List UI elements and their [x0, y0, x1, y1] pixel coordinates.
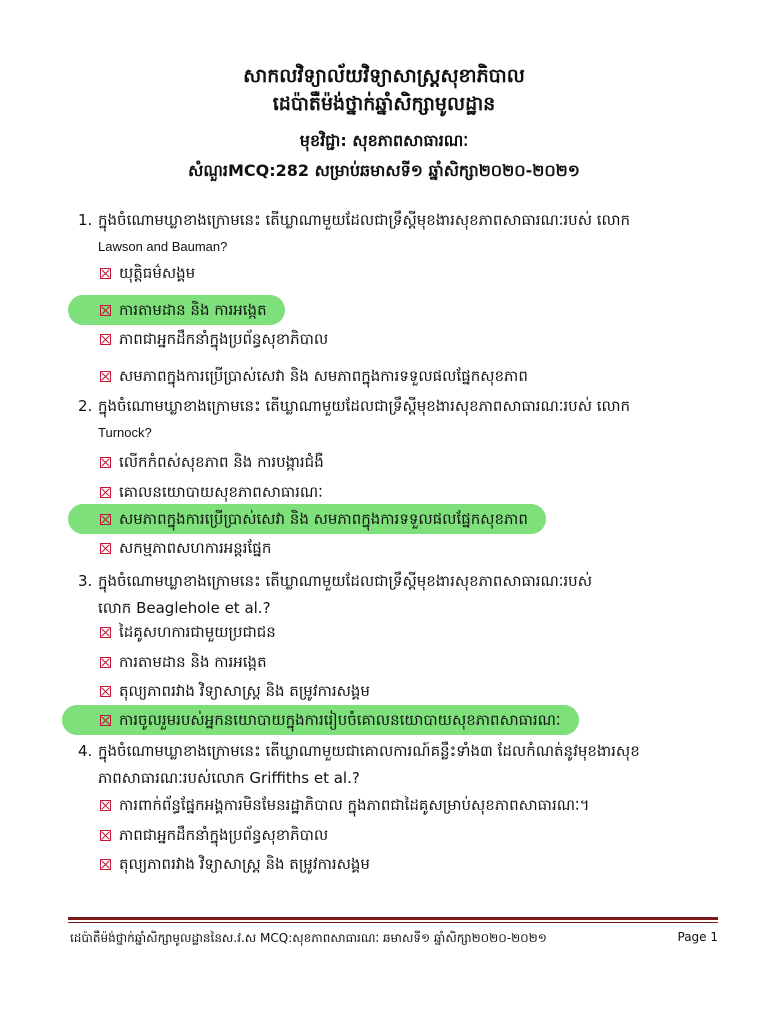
option-3c[interactable]: តុល្យភាពរវាង វិទ្យាសាស្ត្រ និង តម្រូវការសង្គម: [100, 676, 370, 706]
question-text: ក្នុងចំណោមឃ្លាខាងក្រោមនេះ តើឃ្លាណាមួយជាគោលការណ៍គន្លឹះទាំង៣ ដែលកំណត់នូវមុខងារសុខ: [98, 742, 640, 760]
option-1d[interactable]: សមភាពក្នុងការប្រើប្រាស់សេវា និង សមភាពក្នុងការទទួលផលផ្នែកសុខភាព: [100, 361, 528, 391]
exam-subtitle: សំណួរMCQ:282 សម្រាប់ឆមាសទី១ ឆ្នាំសិក្សា២០២០-២០២១: [188, 161, 580, 180]
question-continuation: Turnock?: [98, 425, 152, 440]
option-2d[interactable]: សកម្មភាពសហការអន្តរផ្នែក: [100, 533, 271, 563]
question-text: ក្នុងចំណោមឃ្លាខាងក្រោមនេះ តើឃ្លាណាមួយដែលជាទ្រឹស្ដីមុខងារសុខភាពសាធារណៈរបស់: [98, 572, 592, 590]
checkbox-icon: [100, 657, 111, 668]
option-4a[interactable]: ការពាក់ព័ន្ធផ្នែកអង្គការមិនមែនរដ្ឋាភិបាល ក្នុងភាពជាដៃគូសម្រាប់សុខភាពសាធារណៈ។: [100, 790, 589, 820]
checkbox-icon: [100, 268, 111, 279]
question-1: [78, 205, 718, 259]
checkbox-icon: [100, 830, 111, 841]
option-2a[interactable]: លើកកំពស់សុខភាព និង ការបង្ការជំងឺ: [100, 447, 324, 477]
university-title: សាកលវិទ្យាល័យវិទ្យាសាស្ត្រសុខាភិបាល: [243, 65, 525, 87]
question-continuation: Lawson and Bauman?: [98, 239, 228, 254]
question-text: ក្នុងចំណោមឃ្លាខាងក្រោមនេះ តើឃ្លាណាមួយដែលជាទ្រឹស្ដីមុខងារសុខភាពសាធារណៈរបស់ លោក: [98, 211, 631, 229]
footer-text: ដេប៉ាតឺម៉ង់ថ្នាក់ឆ្នាំសិក្សាមូលដ្ឋាននៃស.វ.ស MCQ:សុខភាពសាធារណៈ ឆមាសទី១ ឆ្នាំសិក្សា២០២០-២០២១: [70, 931, 547, 945]
option-1a[interactable]: យុត្តិធម៌សង្គម: [100, 258, 195, 288]
department-title: ដេប៉ាតឺម៉ង់ថ្នាក់ឆ្នាំសិក្សាមូលដ្ឋាន: [272, 93, 496, 115]
question-number: 4.: [78, 742, 93, 760]
question-continuation: ភាពសាធារណៈរបស់លោក Griffiths et al.?: [98, 769, 360, 787]
checkbox-icon: [100, 305, 111, 316]
option-1b-highlighted[interactable]: ការតាមដាន និង ការអង្កេត: [68, 295, 285, 325]
checkbox-icon: [100, 859, 111, 870]
checkbox-icon: [100, 800, 111, 811]
checkbox-icon: [100, 543, 111, 554]
question-text: ក្នុងចំណោមឃ្លាខាងក្រោមនេះ តើឃ្លាណាមួយដែលជាទ្រឹស្ដីមុខងារសុខភាពសាធារណៈរបស់ លោក: [98, 397, 631, 415]
checkbox-icon: [100, 514, 111, 525]
option-2b[interactable]: គោលនយោបាយសុខភាពសាធារណៈ: [100, 477, 323, 507]
option-3a[interactable]: ដៃគូសហការជាមួយប្រជាជន: [100, 617, 276, 647]
question-3: [78, 566, 718, 620]
question-number: 1.: [78, 211, 93, 229]
footer-rule: [68, 917, 718, 920]
checkbox-icon: [100, 715, 111, 726]
question-number: 3.: [78, 572, 93, 590]
option-2c-highlighted[interactable]: សមភាពក្នុងការប្រើប្រាស់សេវា និង សមភាពក្នុងការទទួលផលផ្នែកសុខភាព: [68, 504, 546, 534]
question-number: 2.: [78, 397, 93, 415]
checkbox-icon: [100, 627, 111, 638]
option-4c[interactable]: តុល្យភាពរវាង វិទ្យាសាស្ត្រ និង តម្រូវការសង្គម: [100, 849, 370, 879]
question-continuation: លោក Beaglehole et al.?: [98, 599, 271, 617]
checkbox-icon: [100, 371, 111, 382]
option-3d-highlighted[interactable]: ការចូលរួមរបស់អ្នកនយោបាយក្នុងការរៀបចំគោលនយោបាយសុខភាពសាធារណៈ: [62, 705, 579, 735]
checkbox-icon: [100, 487, 111, 498]
checkbox-icon: [100, 457, 111, 468]
question-2: [78, 391, 718, 445]
page-number: Page 1: [677, 930, 718, 944]
option-4b[interactable]: ភាពជាអ្នកដឹកនាំក្នុងប្រព័ន្ធសុខាភិបាល: [100, 820, 328, 850]
subject-title: មុខវិជ្ជា: សុខភាពសាធារណៈ: [299, 131, 469, 150]
page-footer: [70, 930, 718, 948]
footer-rule-thin: [68, 922, 718, 923]
question-4: [78, 736, 718, 790]
checkbox-icon: [100, 686, 111, 697]
option-1c[interactable]: ភាពជាអ្នកដឹកនាំក្នុងប្រព័ន្ធសុខាភិបាល: [100, 324, 328, 354]
option-3b[interactable]: ការតាមដាន និង ការអង្កេត: [100, 647, 267, 677]
checkbox-icon: [100, 334, 111, 345]
